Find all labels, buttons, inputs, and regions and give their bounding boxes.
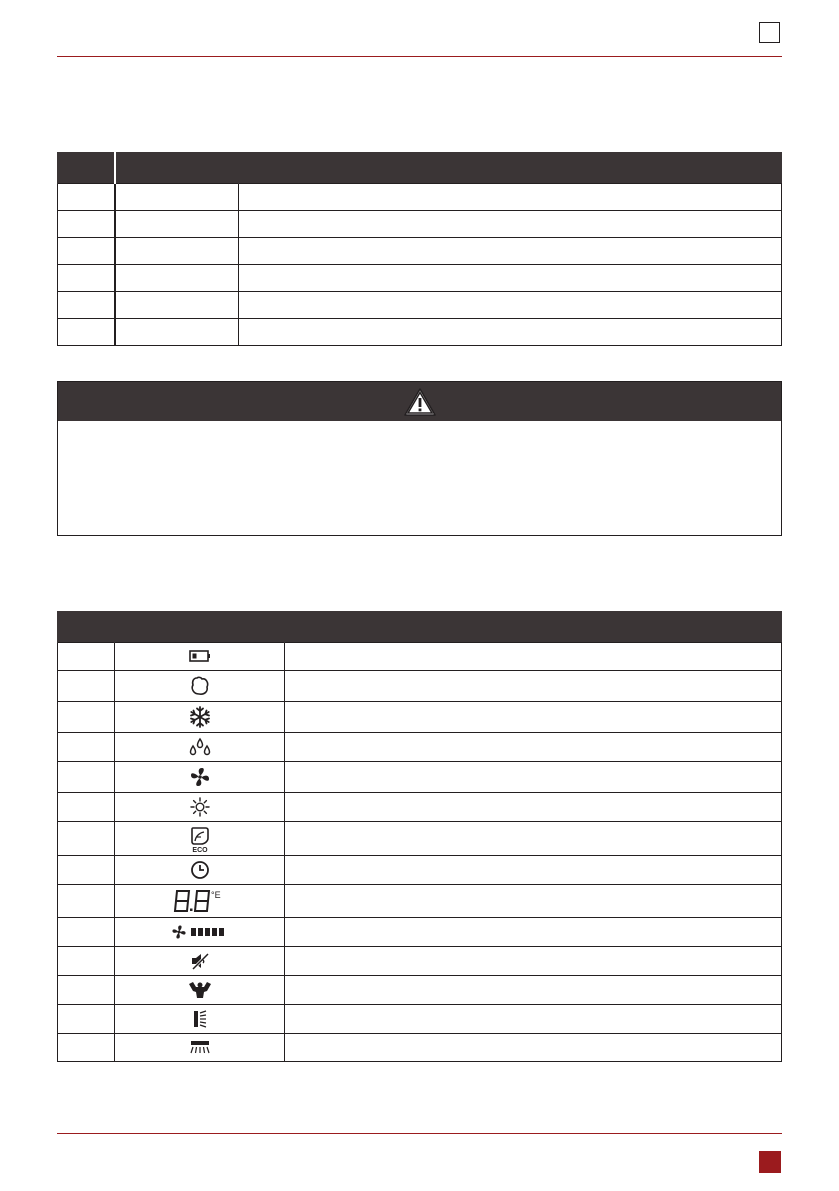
- table-row: [58, 822, 782, 856]
- header-cell: [285, 611, 782, 643]
- mute-icon: [190, 952, 210, 970]
- header-cell: [239, 152, 782, 184]
- turbo-strong-icon: [188, 980, 212, 1000]
- specification-table: [57, 152, 782, 346]
- table-row: [58, 184, 782, 211]
- table-header: [58, 152, 782, 184]
- battery-icon: [189, 650, 211, 662]
- table-row: [58, 292, 782, 319]
- vertical-swing-icon: [191, 1009, 209, 1029]
- header-cell: [115, 611, 285, 643]
- table-row: [58, 702, 782, 733]
- table-header: [58, 611, 782, 643]
- sun-heat-icon: [190, 797, 210, 817]
- svg-text:°E: °E: [210, 890, 221, 900]
- table-row: [58, 976, 782, 1005]
- svg-text:ECO: ECO: [191, 846, 208, 853]
- table-row: [58, 319, 782, 346]
- display-icons-table: [57, 611, 782, 1062]
- temperature-display-icon: [173, 888, 227, 914]
- table-row: [58, 918, 782, 947]
- fan-speed-bars-icon: [171, 924, 229, 940]
- table-row: [58, 793, 782, 822]
- warning-triangle-icon: [403, 387, 437, 417]
- header-rule: [57, 56, 782, 57]
- horizontal-swing-icon: [189, 1039, 211, 1055]
- droplets-dry-icon: [189, 737, 211, 757]
- timer-clock-icon: [190, 860, 210, 880]
- table-row: [58, 1005, 782, 1034]
- table-row: [58, 238, 782, 265]
- table-row: [58, 856, 782, 885]
- auto-mode-icon: [190, 675, 210, 697]
- page-number-badge: [759, 1151, 781, 1173]
- table-row: [58, 643, 782, 671]
- table-row: [58, 762, 782, 793]
- table-row: [58, 265, 782, 292]
- table-row: [58, 947, 782, 976]
- footer-rule: [57, 1133, 782, 1134]
- table-row: [58, 733, 782, 762]
- table-row: [58, 1034, 782, 1062]
- header-cell: [58, 611, 115, 643]
- snowflake-cool-icon: [188, 705, 212, 729]
- fan-mode-icon: [189, 766, 211, 788]
- table-row: [58, 211, 782, 238]
- table-row: [58, 671, 782, 702]
- header-cell: [115, 152, 239, 184]
- header-cell: [58, 152, 115, 184]
- warning-header: [58, 382, 781, 421]
- table-row: [58, 885, 782, 918]
- warning-box: [57, 381, 782, 536]
- eco-leaf-icon: [189, 825, 211, 853]
- language-box: [759, 22, 780, 43]
